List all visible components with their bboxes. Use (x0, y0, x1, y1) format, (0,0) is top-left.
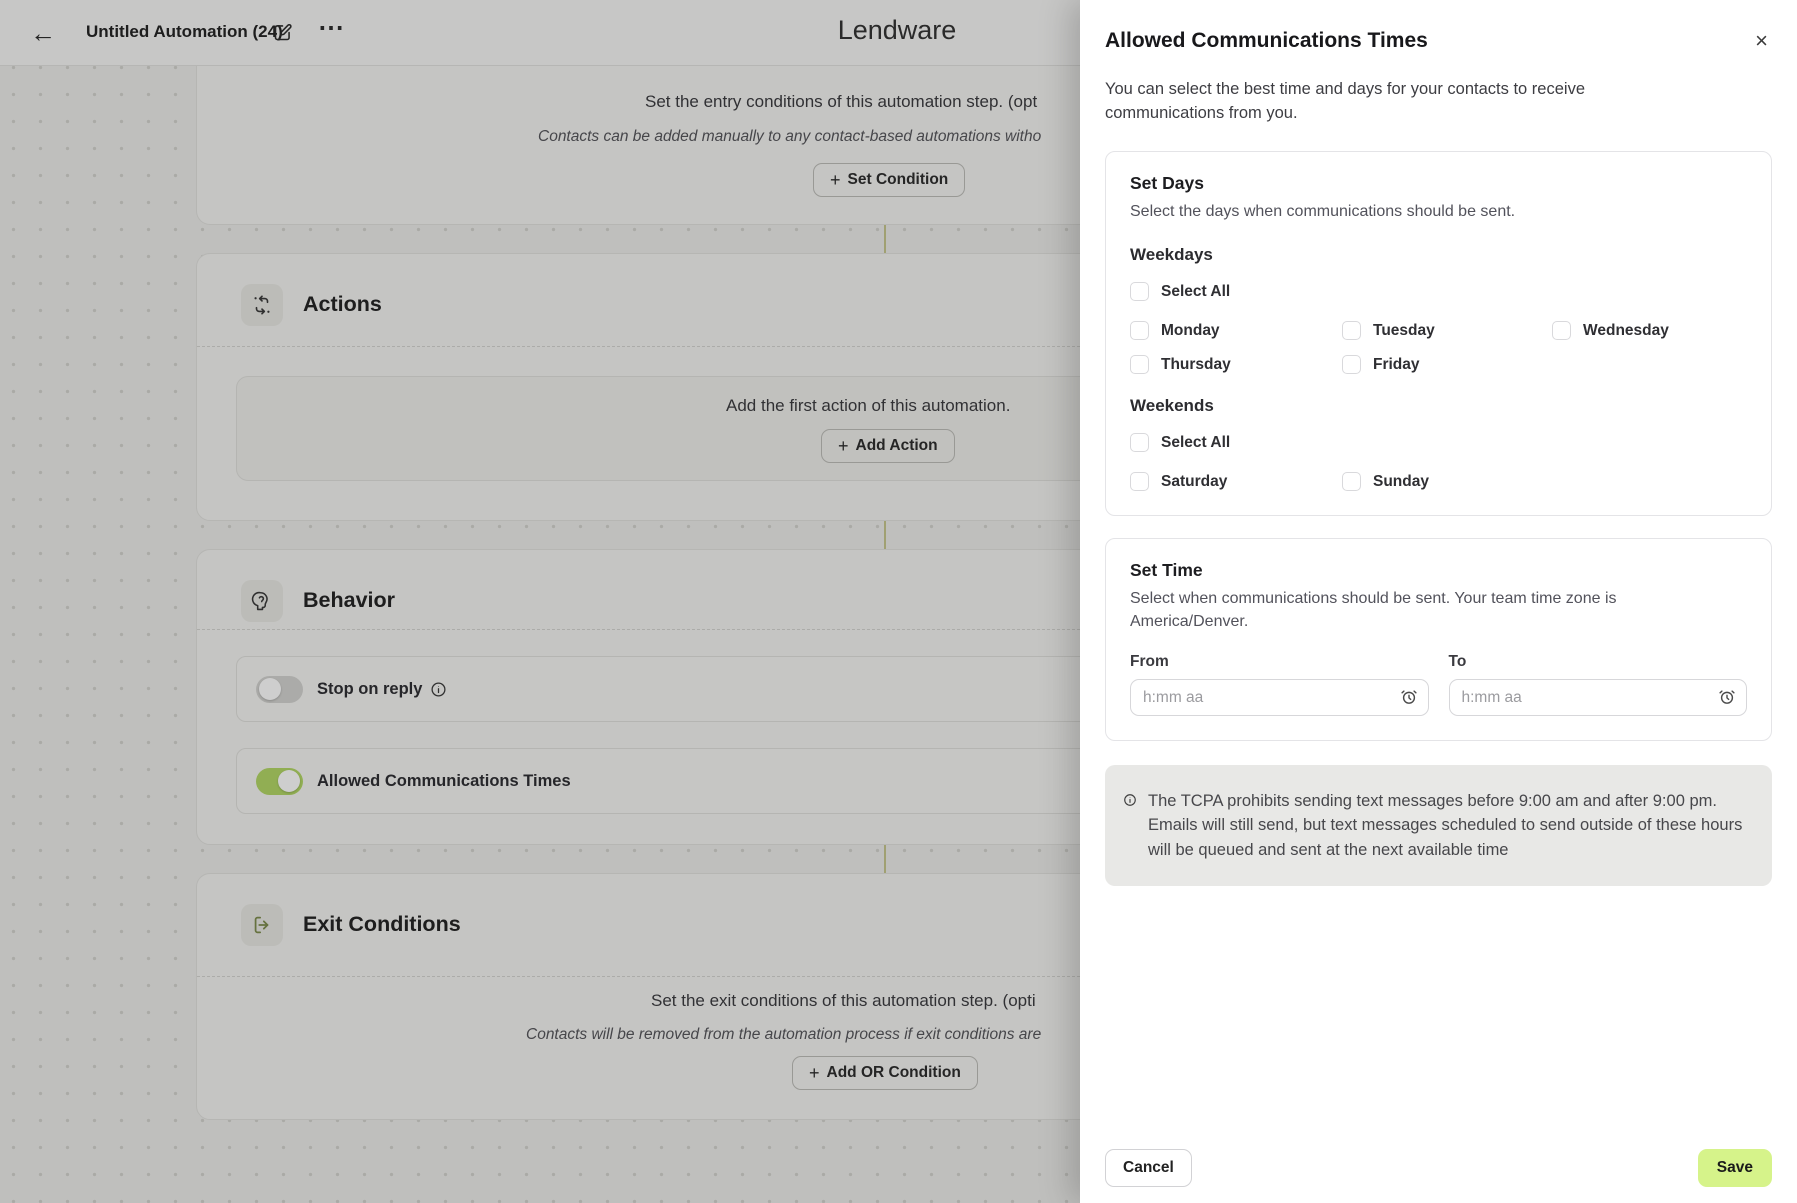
clock-icon[interactable] (1718, 688, 1736, 711)
set-time-title: Set Time (1130, 560, 1203, 581)
allowed-communications-panel (1080, 0, 1797, 1203)
checkbox-label: Tuesday (1373, 321, 1435, 339)
checkbox[interactable] (1342, 355, 1361, 374)
checkbox[interactable] (1130, 433, 1149, 452)
checkbox[interactable] (1552, 321, 1571, 340)
automation-name: Untitled Automation (24) (86, 22, 283, 41)
exit-conditions-subtext: Contacts will be removed from the automation process if exit conditions are (526, 1026, 1042, 1043)
from-time-input[interactable] (1130, 679, 1429, 716)
info-icon (1123, 793, 1137, 862)
app-title: Lendware (837, 15, 957, 45)
add-or-condition-label: Add OR Condition (826, 1064, 961, 1081)
plus-icon: + (809, 1063, 820, 1083)
tcpa-notice (1105, 765, 1772, 886)
checkbox-label: Wednesday (1583, 321, 1669, 339)
checkbox[interactable] (1130, 321, 1149, 340)
checkbox[interactable] (1130, 472, 1149, 491)
checkbox-label: Saturday (1161, 472, 1228, 490)
to-label: To (1448, 653, 1467, 671)
entry-conditions-subtext: Contacts can be added manually to any contact-based automations witho (538, 128, 1042, 145)
checkbox-sunday[interactable] (1342, 472, 1552, 491)
back-button[interactable]: ← (30, 18, 56, 48)
actions-title: Actions (303, 292, 382, 316)
behavior-title: Behavior (303, 588, 396, 612)
allowed-communications-label: Allowed Communications Times (317, 771, 571, 790)
weekends-label: Weekends (1130, 396, 1214, 416)
actions-empty-text: Add the first action of this automation. (726, 396, 1011, 415)
to-time-input[interactable] (1449, 679, 1748, 716)
save-button[interactable]: Save (1698, 1149, 1772, 1187)
more-menu-button[interactable]: ⋯ (318, 12, 345, 42)
stop-on-reply-label: Stop on reply (317, 679, 423, 698)
checkbox-weekends-select-all[interactable] (1130, 433, 1230, 452)
checkbox-label: Select All (1161, 282, 1231, 300)
checkbox-friday[interactable] (1342, 355, 1552, 374)
set-days-subtitle: Select the days when communications should be sent. (1130, 202, 1516, 220)
panel-title: Allowed Communications Times (1105, 29, 1428, 52)
checkbox-thursday[interactable] (1130, 355, 1342, 374)
tcpa-notice-text: The TCPA prohibits sending text messages before 9:00 am and after 9:00 pm. Emails will still send, but text messages scheduled to send outside of these hours will be queued and sent at the next available time (1148, 792, 1743, 859)
plus-icon: + (830, 170, 841, 190)
plus-icon: + (838, 436, 849, 456)
checkbox-wednesday[interactable] (1552, 321, 1747, 340)
checkbox-label: Monday (1161, 321, 1220, 339)
set-days-title: Set Days (1130, 172, 1204, 193)
checkbox[interactable] (1130, 355, 1149, 374)
checkbox-label: Select All (1161, 433, 1231, 451)
checkbox[interactable] (1342, 472, 1361, 491)
from-label: From (1130, 653, 1169, 671)
checkbox[interactable] (1342, 321, 1361, 340)
set-days-card (1105, 151, 1772, 516)
checkbox-tuesday[interactable] (1342, 321, 1552, 340)
cancel-button[interactable]: Cancel (1105, 1149, 1192, 1187)
checkbox-monday[interactable] (1130, 321, 1342, 340)
checkbox-label: Thursday (1161, 355, 1231, 373)
checkbox-saturday[interactable] (1130, 472, 1342, 491)
add-action-label: Add Action (855, 437, 938, 454)
clock-icon[interactable] (1400, 688, 1418, 711)
weekdays-label: Weekdays (1130, 245, 1213, 265)
close-icon[interactable]: × (1755, 28, 1768, 53)
checkbox-weekdays-select-all[interactable] (1130, 282, 1230, 301)
exit-conditions-title: Exit Conditions (303, 912, 461, 936)
set-time-subtitle: Select when communications should be sent. Your team time zone is America/Denver. (1130, 590, 1617, 630)
checkbox-label: Sunday (1373, 472, 1429, 490)
panel-footer (1105, 1149, 1772, 1187)
panel-description: You can select the best time and days for your contacts to receive communications from you. (1105, 80, 1585, 122)
checkbox-label: Friday (1373, 355, 1420, 373)
set-time-card (1105, 538, 1772, 741)
entry-conditions-text: Set the entry conditions of this automation step. (opt (645, 92, 1038, 111)
exit-conditions-text: Set the exit conditions of this automation step. (opti (651, 991, 1036, 1010)
set-condition-label: Set Condition (847, 171, 949, 188)
checkbox[interactable] (1130, 282, 1149, 301)
